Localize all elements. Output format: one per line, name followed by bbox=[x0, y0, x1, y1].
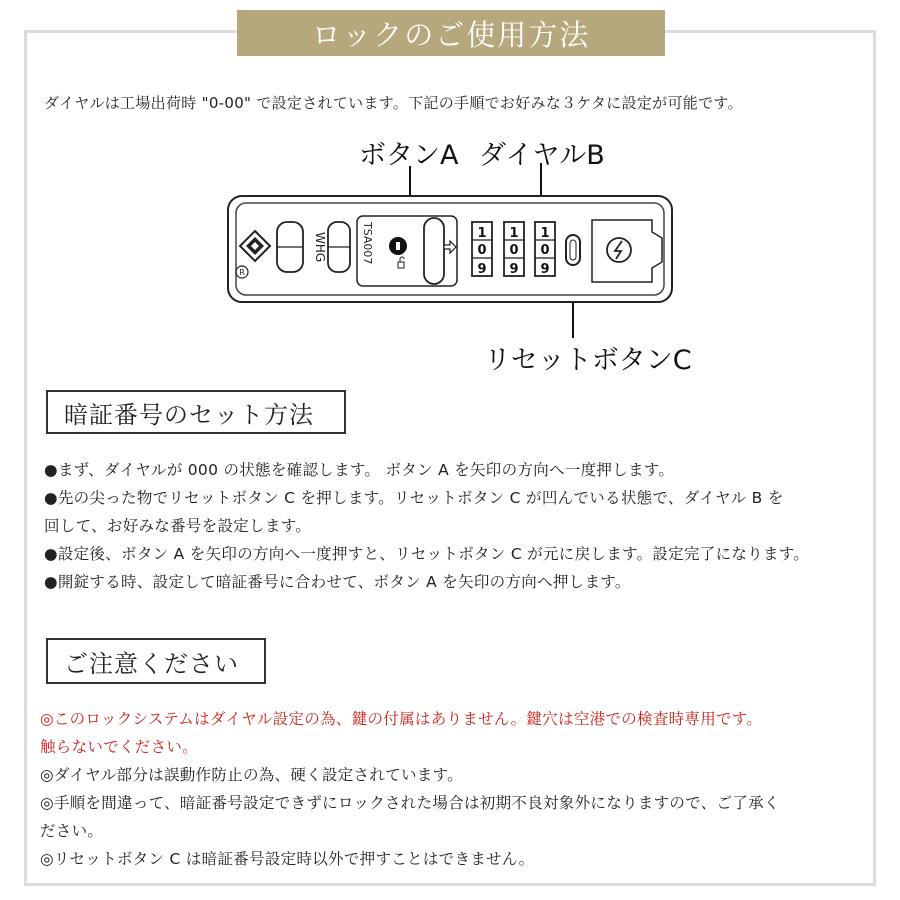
set-code-steps bbox=[44, 456, 884, 596]
dial-3-top-digit: 1 bbox=[540, 226, 550, 241]
dial-3-bottom-digit: 9 bbox=[540, 262, 550, 277]
step-line: ●設定後、ボタン A を矢印の方向へ一度押すと、リセットボタン C が元に戻します。設定完了になります。 bbox=[44, 545, 810, 563]
dial-1-mid-digit: 0 bbox=[477, 243, 487, 258]
set-code-heading: 暗証番号のセット方法 bbox=[46, 390, 346, 434]
padlock-icon bbox=[389, 237, 407, 255]
dial-2-bottom-digit: 9 bbox=[509, 262, 519, 277]
lock-text-model: TSA007 bbox=[361, 222, 374, 265]
step-line: ●開錠する時、設定して暗証番号に合わせて、ボタン A を矢印の方向へ押します。 bbox=[44, 573, 631, 591]
dial-1-bottom-digit: 9 bbox=[477, 262, 487, 277]
note-line: ◎リセットボタン C は暗証番号設定時以外で押すことはできません。 bbox=[40, 850, 535, 868]
intro-text: ダイヤルは工場出荷時 "0-00" で設定されています。下記の手順でお好みな３ケタに設定が可能です。 bbox=[44, 94, 743, 112]
dial-3-mid-digit: 0 bbox=[540, 243, 550, 258]
registered-mark: R bbox=[239, 268, 245, 277]
note-line: ◎手順を間違って、暗証番号設定できずにロックされた場合は初期不良対象外になりますので、ご了承く bbox=[40, 794, 780, 812]
button-a bbox=[424, 218, 444, 284]
warning-line: 触らないでください。 bbox=[40, 738, 199, 756]
step-line: ●先の尖った物でリセットボタン C を押します。リセットボタン C が凹んでいる状態で、ダイヤル B を bbox=[44, 489, 784, 507]
caution-notes bbox=[40, 705, 880, 873]
label-button-a: ボタンA bbox=[359, 140, 459, 171]
lock-text-whg: WHG bbox=[313, 232, 327, 263]
step-line: 回して、お好みな番号を設定します。 bbox=[44, 517, 312, 535]
label-reset-button-c: リセットボタンC bbox=[484, 345, 692, 376]
note-line: ◎ダイヤル部分は誤動作防止の為、硬く設定されています。 bbox=[40, 766, 463, 784]
dial-2-mid-digit: 0 bbox=[509, 243, 519, 258]
dial-2-top-digit: 1 bbox=[509, 226, 519, 241]
warning-line: ◎このロックシステムはダイヤル設定の為、鍵の付属はありません。鍵穴は空港での検査時専用です。 bbox=[40, 710, 763, 728]
dial-1-top-digit: 1 bbox=[477, 226, 487, 241]
step-line: ●まず、ダイヤルが 000 の状態を確認します。 ボタン A を矢印の方向へ一度押します。 bbox=[44, 461, 675, 479]
dial-b bbox=[472, 222, 555, 277]
keyhole-icon bbox=[607, 238, 631, 262]
caution-heading: ご注意ください bbox=[46, 638, 266, 684]
label-dial-b: ダイヤルB bbox=[479, 140, 605, 171]
note-line: ださい。 bbox=[40, 822, 104, 840]
page-title: ロックのご使用方法 bbox=[237, 10, 665, 56]
